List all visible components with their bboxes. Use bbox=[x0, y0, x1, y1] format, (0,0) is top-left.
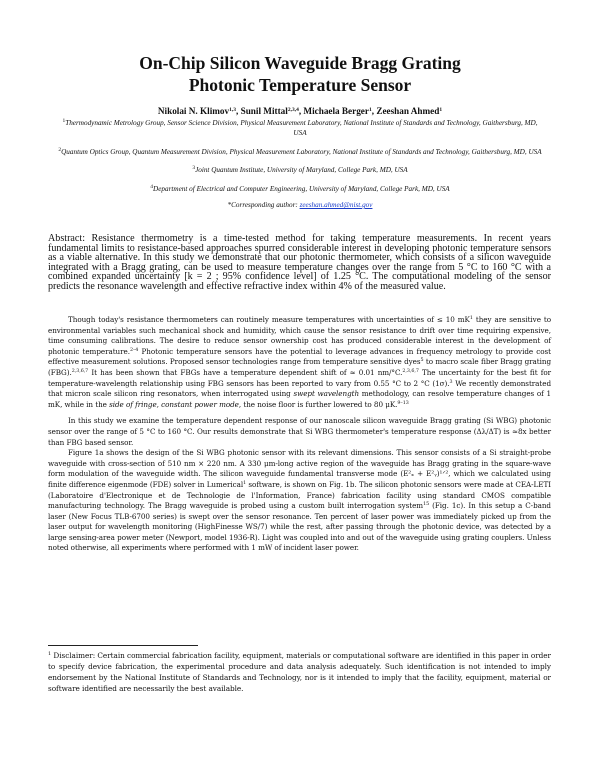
author-affil-sup: 2,3,4 bbox=[287, 107, 299, 113]
footnote-text: Disclaimer: Certain commercial fabrication facility, equipment, materials or computational software are identified in this paper in order to specify device fabrication, the experimental procedure and data analysis adequately. Such identification is not intended to imply endorsement by the National Institute of Standards and Technology, nor is it intended to imply that the facility, equipment, material or software identified are necessarily the best available. bbox=[48, 651, 551, 693]
emphasis-text: swept wavelength bbox=[293, 389, 360, 399]
footnote bbox=[48, 650, 551, 694]
affiliation-sup: 4 bbox=[150, 183, 154, 190]
footnote-ref-sup: 1 bbox=[243, 480, 247, 486]
title-line-2: Photonic Temperature Sensor bbox=[188, 75, 412, 95]
text-run: , the noise floor is further lowered to 80 μK. bbox=[238, 399, 398, 409]
text-run: , which we calculated using finite difference eigenmode (FDE) solver in Lumerical bbox=[48, 469, 551, 489]
text-run: It has been shown that FBGs have a temperature dependent shift of ≈ 0.01 nm/°C. bbox=[88, 367, 403, 377]
author-name: Zeeshan Ahmed bbox=[376, 106, 440, 116]
formula: (E²ₓ + E²ᵧ)¹ᐟ² bbox=[400, 469, 449, 479]
affiliation bbox=[55, 163, 545, 175]
affiliation-sup: 2 bbox=[58, 146, 62, 153]
footnote-sup: 1 bbox=[48, 651, 52, 657]
title-line-1: On-Chip Silicon Waveguide Bragg Grating bbox=[139, 53, 461, 73]
body-text bbox=[48, 315, 551, 554]
paper-title bbox=[40, 52, 560, 96]
citation-sup: 3 bbox=[449, 379, 453, 385]
affiliation-text: Thermodynamic Metrology Group, Sensor Science Division, Physical Measurement Laboratory, National Institute of Standards and Technology, Gaithersburg, MD, USA bbox=[65, 119, 538, 137]
corresponding-email-link[interactable]: zeeshan.ahmed@nist.gov bbox=[299, 201, 373, 209]
author-list: Nikolai N. Klimov$^{1,3}$, Sunil Mittal$^{2,3,4}$, Michaela Berger$^1$, Zeeshan Ahmed$^1$ bbox=[157, 106, 443, 116]
author-affil-sup: 1,3 bbox=[229, 107, 236, 113]
citation-sup: 5 bbox=[420, 358, 424, 364]
affiliation-sup: 3 bbox=[192, 165, 196, 171]
text-run: software, is shown on Fig. 1b. The silicon photonic sensors were made at CEA-LETI (Laboratoire d'Electronique et de Technologie de l'Information, France) fabrication facility using standard CMOS compatible manufacturing technology. The Bragg waveguide is probed using a custom built interrogation system bbox=[48, 479, 551, 511]
citation-sup: 9–13 bbox=[397, 400, 409, 406]
paragraph-figure bbox=[48, 448, 551, 554]
author-name: Sunil Mittal bbox=[240, 106, 288, 116]
text-run: Photonic temperature sensors have the potential to leverage advances in frequency metrology to provide cost effective measurement solutions. Proposed sensor technologies range from temperature sensitive dyes bbox=[48, 346, 551, 367]
affiliation bbox=[55, 182, 545, 194]
citation-sup: 1 bbox=[469, 316, 473, 321]
author-affil-sup: 1 bbox=[368, 107, 372, 113]
affiliation bbox=[55, 116, 545, 138]
corresponding-label: *Corresponding author: bbox=[227, 201, 298, 209]
paragraph-study: In this study we examine the temperature dependent response of our nanoscale silicon waveguide Bragg grating (Si WBG) photonic sensor over the range of 5 °C to 160 °C. Our results demonstrate that Si WBG thermometer's temperature response (Δλ/ΔT) is ≈8x better than FBG based sensor. bbox=[48, 416, 551, 447]
citation-sup: 2–4 bbox=[129, 347, 139, 353]
emphasis-text: side of fringe, constant power mode bbox=[109, 399, 239, 409]
affiliations bbox=[55, 116, 545, 217]
text-run: methodology, can resolve temperature changes of 1 mK, while in the bbox=[48, 389, 552, 409]
author-name: Michaela Berger bbox=[303, 106, 369, 116]
citation-sup: 2,3,6,7 bbox=[71, 368, 89, 374]
affiliation-text: Quantum Optics Group, Quantum Measurement Division, Physical Measurement Laboratory, National Institute of Standards and Technology, Gaithersburg, MD, USA bbox=[61, 147, 542, 156]
affiliation bbox=[55, 145, 545, 157]
corresponding-author bbox=[55, 200, 545, 210]
footnote-divider bbox=[48, 645, 198, 646]
text-run: they are sensitive to environmental variables such mechanical shock and humidity, which cause the sensor resistance to drift over time requiring expensive, time consuming calibrations. The desire to reduce sensor ownership cost has produced considerable interest in the development of photonic temperature. bbox=[48, 315, 551, 356]
text-run: Though today's resistance thermometers can routinely measure temperatures with uncertainties of ≤ 10 mK bbox=[68, 315, 470, 324]
affiliation-text: Joint Quantum Institute, University of Maryland, College Park, MD, USA bbox=[195, 166, 408, 174]
text-run: (Fig. 1c). In this setup a C-band laser (New Focus TLB-6700 series) is swept over the sensor resonance. Ten percent of laser power was immediately picked up from the laser output for wavelength monitoring (HighFinesse WS/7) while the rest, after passing through the photonic device, was detected by a large sensing-area power meter (Newport, model 1936-R). Light was coupled into and out of the waveguide using grating couplers. Unless noted otherwise, all experiments where performed with 1 mW of incident laser power. bbox=[48, 501, 551, 553]
text-run: We recently demonstrated that micron scale silicon ring resonators, when interrogated using bbox=[48, 378, 551, 399]
text-run: The uncertainty for the best fit for temperature-wavelength relationship using FBG sensors has been reported to vary from 0.55 °C to 2 °C (1σ). bbox=[48, 367, 551, 388]
text-run: to macro scale fiber Bragg grating (FBG). bbox=[48, 357, 551, 377]
text-run: Figure 1a shows the design of the Si WBG photonic sensor with its relevant dimensions. This sensor consists of a Si straight-probe waveguide with cross-section of 510 nm × 220 nm. A 330 μm-long active region of the waveguide has Bragg grating in the square-wave form modulation of the waveguide width. The silicon waveguide fundamental transverse mode bbox=[48, 448, 551, 479]
citation-sup: 2,3,6,7 bbox=[402, 368, 419, 374]
affiliation-sup: 1 bbox=[62, 118, 66, 124]
affiliation-text: Department of Electrical and Computer Engineering, University of Maryland, College Park, MD, USA bbox=[153, 184, 450, 193]
paragraph-intro bbox=[48, 315, 551, 410]
author-affil-sup: 1 bbox=[439, 107, 443, 113]
citation-sup: 15 bbox=[423, 502, 430, 508]
abstract: Abstract: Resistance thermometry is a time-tested method for taking temperature measurements. In recent years fundamental limits to resistance-based approaches spurred considerable interest in developing photonic temperature sensors as a viable alternative. In this study we demonstrate that our photonic thermometer, which consists of a silicon waveguide integrated with a Bragg grating, can be used to measure temperature changes over the range from 5 °C to 160 °C with a combined expanded uncertainty [k = 2 ; 95% confidence level] of 1.25 °C. The computational modeling of the sensor predicts the resonance wavelength and effective refractive index within 4% of the measured value. bbox=[48, 233, 551, 292]
author-name: Nikolai N. Klimov bbox=[157, 106, 230, 116]
